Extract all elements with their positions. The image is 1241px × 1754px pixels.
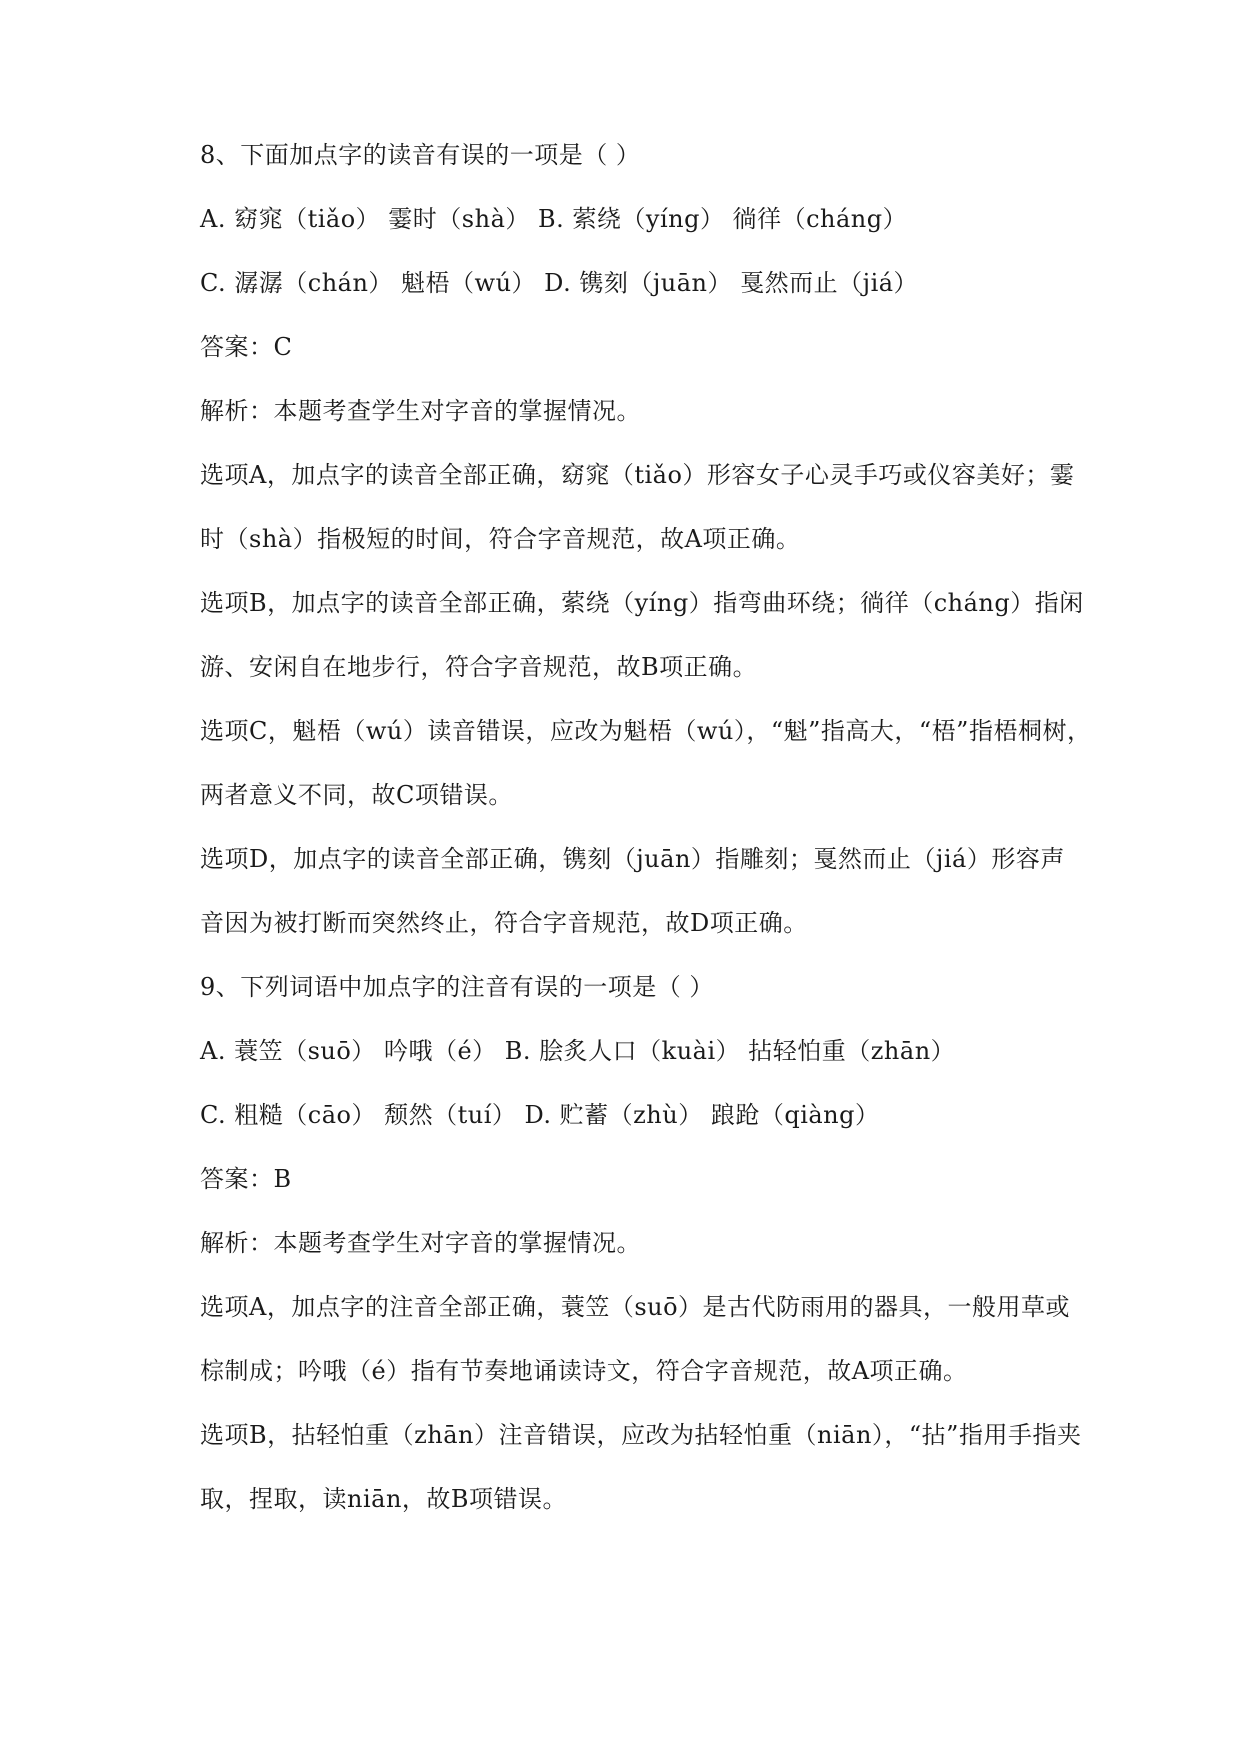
q8-options-cd: C. 潺潺（chán） 魁梧（wú） D. 镌刻（juān） 戛然而止（jiá） — [200, 269, 919, 297]
document-page — [200, 138, 1100, 1546]
q9-analysis-a-line2: 棕制成；吟哦（é）指有节奏地诵读诗文，符合字音规范，故A项正确。 — [200, 1357, 968, 1385]
q8-analysis-a-line1: 选项A，加点字的读音全部正确，窈窕（tiǎo）形容女子心灵手巧或仪容美好；霎 — [200, 461, 1075, 489]
q9-answer: 答案：B — [200, 1165, 292, 1193]
q8-analysis-c-line1: 选项C，魁梧（wú）读音错误，应改为魁梧（wú），“魁”指高大，“梧”指梧桐树， — [200, 717, 1092, 745]
question-8: 8、下面加点字的读音有误的一项是（ ） — [200, 141, 641, 169]
q8-options-ab: A. 窈窕（tiǎo） 霎时（shà） B. 萦绕（yíng） 徜徉（cháng） — [200, 205, 908, 233]
q8-analysis-intro: 解析：本题考查学生对字音的掌握情况。 — [200, 397, 641, 425]
q9-analysis-b-line1: 选项B，拈轻怕重（zhān）注音错误，应改为拈轻怕重（niān），“拈”指用手指夹 — [200, 1421, 1082, 1449]
q8-analysis-c-line2: 两者意义不同，故C项错误。 — [200, 781, 513, 809]
q8-analysis-b-line1: 选项B，加点字的读音全部正确，萦绕（yíng）指弯曲环绕；徜徉（cháng）指闲 — [200, 589, 1084, 617]
q8-analysis-d-line1: 选项D，加点字的读音全部正确，镌刻（juān）指雕刻；戛然而止（jiá）形容声 — [200, 845, 1065, 873]
q9-analysis-b-line2: 取，捏取，读niān，故B项错误。 — [200, 1485, 568, 1513]
q9-options-ab: A. 蓑笠（suō） 吟哦（é） B. 脍炙人口（kuài） 拈轻怕重（zhān） — [200, 1037, 956, 1065]
q8-analysis-b-line2: 游、安闲自在地步行，符合字音规范，故B项正确。 — [200, 653, 758, 681]
q8-answer: 答案：C — [200, 333, 293, 361]
q8-analysis-a-line2: 时（shà）指极短的时间，符合字音规范，故A项正确。 — [200, 525, 801, 553]
question-9: 9、下列词语中加点字的注音有误的一项是（ ） — [200, 973, 714, 1001]
q9-analysis-intro: 解析：本题考查学生对字音的掌握情况。 — [200, 1229, 641, 1257]
q9-analysis-a-line1: 选项A，加点字的注音全部正确，蓑笠（suō）是古代防雨用的器具，一般用草或 — [200, 1293, 1071, 1321]
q9-options-cd: C. 粗糙（cāo） 颓然（tuí） D. 贮蓄（zhù） 踉跄（qiàng） — [200, 1101, 880, 1129]
q8-analysis-d-line2: 音因为被打断而突然终止，符合字音规范，故D项正确。 — [200, 909, 808, 937]
